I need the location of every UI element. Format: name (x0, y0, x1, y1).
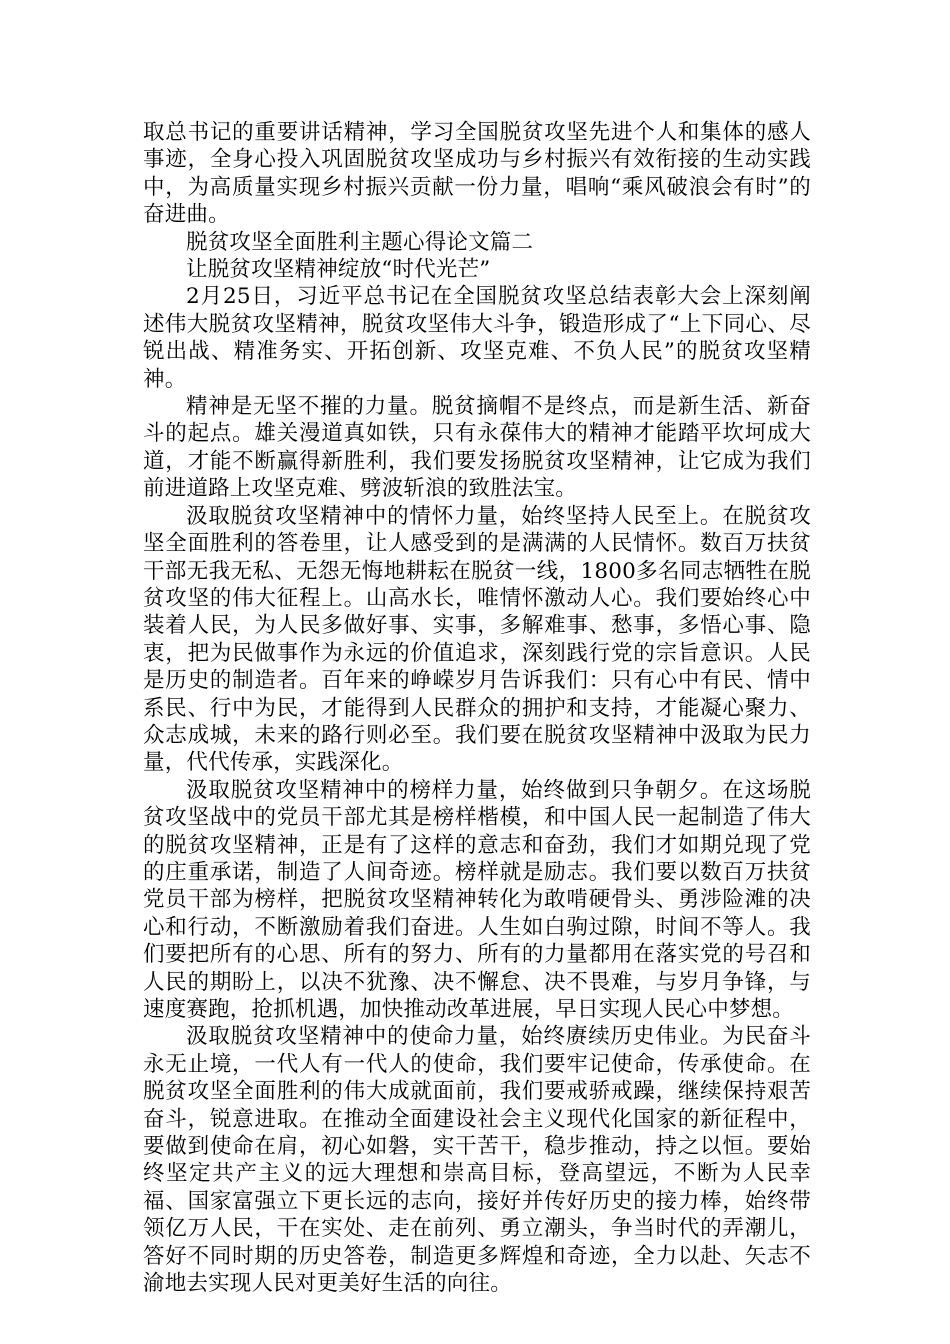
paragraph: 汲取脱贫攻坚精神中的榜样力量，始终做到只争朝夕。在这场脱贫攻坚战中的党员干部尤其是榜样楷模，和中国人民一起制造了伟大的脱贫攻坚精神，正是有了这样的意志和奋劲，我们才如期兑现了党的庄重承诺，制造了人间奇迹。榜样就是励志。我们要以数百万扶贫党员干部为榜样，把脱贫攻坚精神转化为敢啃硬骨头、勇涉险滩的决心和行动，不断激励着我们奋进。人生如白驹过隙，时间不等人。我们要把所有的心思、所有的努力、所有的力量都用在落实党的号召和人民的期盼上，以决不犹豫、决不懈怠、决不畏难，与岁月争锋，与速度赛跑，抢抓机遇，加快推动改革进展，早日实现人民心中梦想。 (143, 777, 811, 1022)
paragraph: 汲取脱贫攻坚精神中的情怀力量，始终坚持人民至上。在脱贫攻坚全面胜利的答卷里，让人感受到的是满满的人民情怀。数百万扶贫干部无我无私、无怨无悔地耕耘在脱贫一线，1800多名同志牺牲在脱贫攻坚的伟大征程上。山高水长，唯情怀激动人心。我们要始终心中装着人民，为人民多做好事、实事，多解难事、愁事，多悟心事、隐衷，把为民做事作为永远的价值追求，深刻践行党的宗旨意识。人民是历史的制造者。百年来的峥嵘岁月告诉我们：只有心中有民、情中系民、行中为民，才能得到人民群众的拥护和支持，才能凝心聚力、众志成城，未来的路行则必至。我们要在脱贫攻坚精神中汲取为民力量，代代传承，实践深化。 (143, 503, 811, 776)
paragraph: 2月25日，习近平总书记在全国脱贫攻坚总结表彰大会上深刻阐述伟大脱贫攻坚精神，脱贫攻坚伟大斗争，锻造形成了“上下同心、尽锐出战、精准务实、开拓创新、攻坚克难、不负人民”的脱贫攻坚精神。 (143, 284, 811, 392)
paragraph-continuation: 取总书记的重要讲话精神，学习全国脱贫攻坚先进个人和集体的感人事迹，全身心投入巩固脱贫攻坚成功与乡村振兴有效衔接的生动实践中，为高质量实现乡村振兴贡献一份力量，唱响“乘风破浪会有时”的奋进曲。 (143, 120, 811, 228)
paragraph: 精神是无坚不摧的力量。脱贫摘帽不是终点，而是新生活、新奋斗的起点。雄关漫道真如铁，只有永葆伟大的精神才能踏平坎坷成大道，才能不断赢得新胜利，我们要发扬脱贫攻坚精神，让它成为我们前进道路上攻坚克难、劈波斩浪的致胜法宝。 (143, 394, 811, 502)
document-body (143, 119, 811, 1297)
paragraph: 汲取脱贫攻坚精神中的使命力量，始终赓续历史伟业。为民奋斗永无止境，一代人有一代人的使命，我们要牢记使命，传承使命。在脱贫攻坚全面胜利的伟大成就面前，我们要戒骄戒躁，继续保持艰苦奋斗，锐意进取。在推动全面建设社会主义现代化国家的新征程中，要做到使命在肩，初心如磐，实干苦干，稳步推动，持之以恒。要始终坚定共产主义的远大理想和崇高目标，登高望远，不断为人民幸福、国家富强立下更长远的志向，接好并传好历史的接力棒，始终带领亿万人民，干在实处、走在前列、勇立潮头，争当时代的弄潮儿，答好不同时期的历史答卷，制造更多辉煌和奇迹，全力以赴、矢志不渝地去实现人民对更美好生活的向往。 (143, 1024, 811, 1297)
article-subtitle: 让脱贫攻坚精神绽放“时代光芒” (186, 257, 491, 283)
article-title: 脱贫攻坚全面胜利主题心得论文篇二 (186, 229, 534, 255)
